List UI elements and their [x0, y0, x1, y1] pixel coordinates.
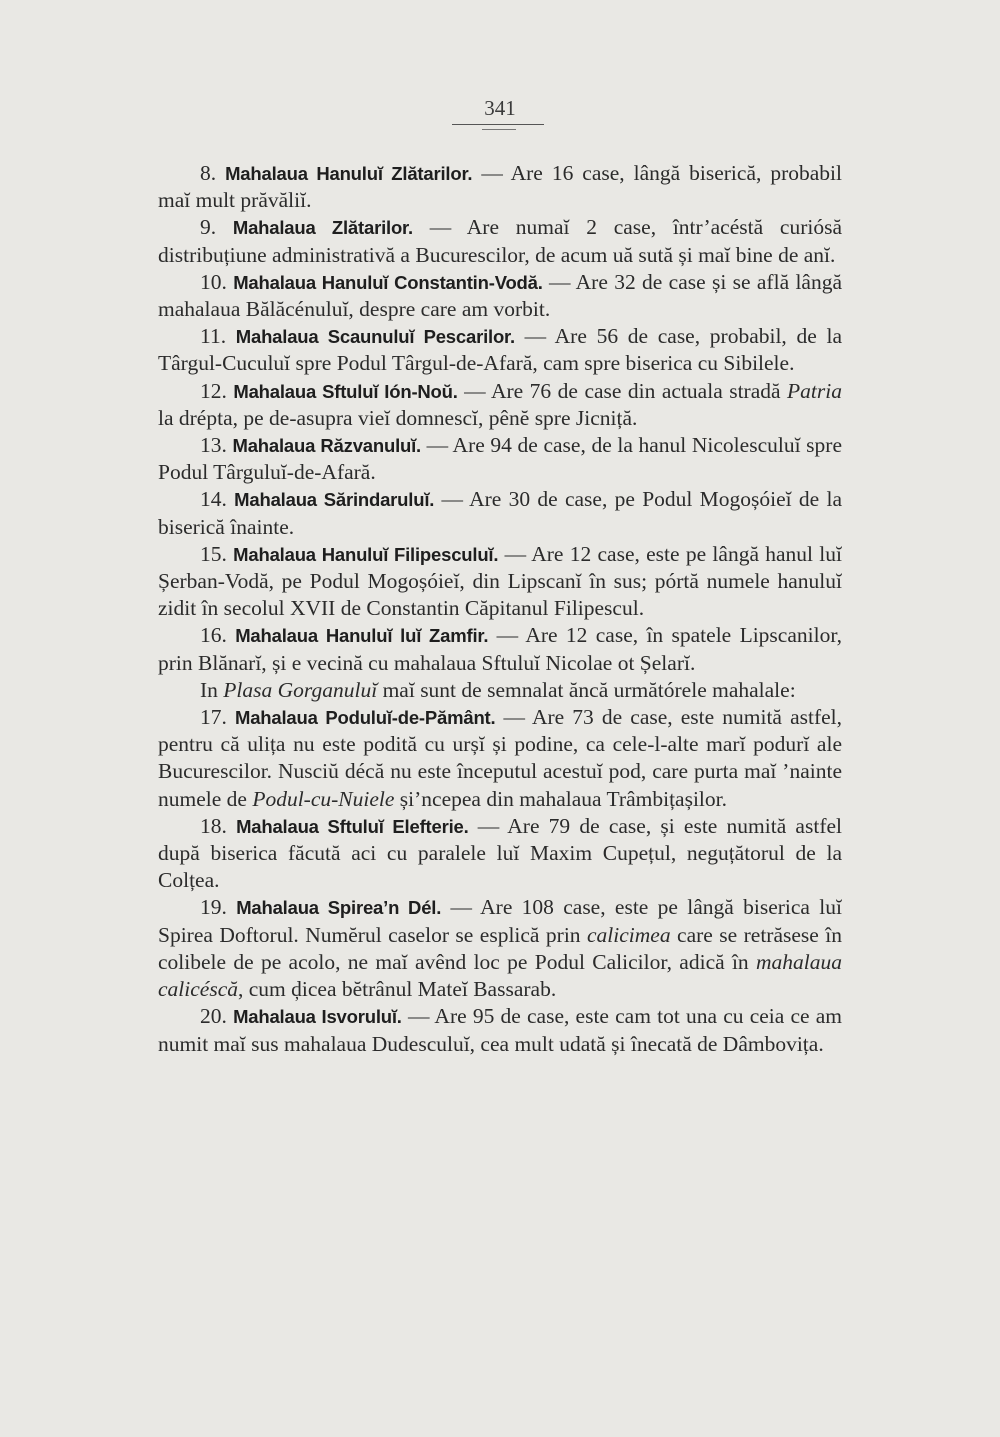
entry-title: Mahalaua Scaunuluĭ Pescarilor. — [235, 326, 515, 348]
entry-text: și’ncepea din mahalaua Trâmbițașilor. — [394, 786, 727, 811]
interlude-paragraph — [158, 677, 842, 704]
interlude-text: maĭ sunt de semnalat ăncă următórele mahalale: — [377, 677, 796, 702]
entry-14 — [158, 486, 842, 540]
entry-text: — Are 56 de case, probabil, de la Târgul-Cuculuĭ spre Podul Târgul-de-Afară, cam spre biserica cu Sibilele. — [158, 324, 842, 376]
entry-text: — Are 12 case, în spatele Lipscanilor, prin Blănarĭ, și e vecină cu mahalaua Sftuluĭ Nicolae ot Șelarĭ. — [158, 623, 842, 675]
entry-number: 14. — [200, 487, 227, 512]
entry-8 — [158, 160, 842, 214]
entry-number: 18. — [200, 813, 227, 838]
entry-9 — [158, 214, 842, 268]
entry-title: Mahalaua Sftuluĭ Ión-Noŭ. — [233, 380, 458, 402]
entry-text: — Are 12 case, este pe lângă hanul luĭ Șerban-Vodă, pe Podul Mogoșóieĭ, din Lipscanĭ în sus; pórtă numele hanuluĭ zidit în secolul XVII de Constantin Căpitanul Filipescul. — [158, 541, 843, 621]
entry-text: — Are numaĭ 2 case, într’acéstă curiósă distribuțiune administrativă a Bucurescilor, de acum uă sută și maĭ bine de anĭ. — [158, 215, 842, 267]
entry-12 — [158, 378, 842, 432]
entry-title: Mahalaua Hanuluĭ Zlătarilor. — [225, 163, 473, 184]
entry-number: 19. — [200, 895, 227, 920]
entry-number: 12. — [200, 378, 227, 403]
entry-number: 15. — [200, 541, 227, 566]
entry-number: 8. — [200, 161, 217, 185]
entry-text: — Are 16 case, lângă biserică, probabil maĭ mult prăvăliĭ. — [158, 161, 842, 213]
entry-title: Mahalaua Isvoruluĭ. — [233, 1006, 402, 1028]
entry-10 — [158, 269, 842, 323]
entry-13 — [158, 432, 842, 486]
entry-number: 9. — [200, 215, 217, 240]
entry-italic: calicimea — [587, 922, 671, 947]
entry-text: — Are 79 de case, și este numită astfel după biserica făcută aci cu paralele luĭ Maxim Cupețul, neguțătorul de la Colțea. — [158, 813, 842, 893]
entry-number: 11. — [200, 324, 227, 349]
entry-17 — [158, 704, 842, 813]
entry-19 — [158, 894, 842, 1003]
entry-text: , cum ḑicea bĕtrânul Mateĭ Bassarab. — [238, 977, 557, 1002]
entry-text: — Are 76 de case din actuala stradă — [457, 378, 788, 403]
entry-title: Mahalaua Hanuluĭ luĭ Zamfir. — [235, 625, 489, 647]
entry-18 — [158, 813, 842, 895]
entry-italic: Patria — [787, 378, 842, 403]
entry-number: 20. — [200, 1004, 227, 1029]
entry-italic: Podul-cu-Nuiele — [252, 786, 395, 811]
entry-text: — Are 32 de case și se află lângă mahalaua Bălăcénuluĭ, despre care am vorbit. — [158, 269, 842, 322]
entry-16 — [158, 622, 842, 676]
entry-text: la drépta, pe de-asupra vieĭ domnescĭ, pênĕ spre Jicniță. — [158, 405, 638, 430]
header-rule-short — [482, 129, 516, 130]
entry-title: Mahalaua Hanuluĭ Constantin-Vodă. — [233, 271, 543, 293]
entry-number: 10. — [200, 269, 227, 294]
entry-11 — [158, 323, 842, 377]
entry-title: Mahalaua Răzvanuluĭ. — [232, 435, 421, 457]
entry-text: care se retrăsese în colibele de pe acolo, ne maĭ avênd loc pe Podul Calicilor, adică în — [158, 922, 842, 974]
entry-title: Mahalaua Hanuluĭ Filipesculuĭ. — [233, 543, 499, 565]
entry-15 — [158, 541, 842, 623]
entry-title: Mahalaua Sftuluĭ Elefterie. — [236, 815, 469, 837]
entry-title: Mahalaua Sărindaruluĭ. — [234, 489, 435, 511]
entry-20 — [158, 1003, 842, 1057]
page-body — [158, 160, 842, 1058]
entry-text: — Are 108 case, este pe lângă biserica luĭ Spirea Doftorul. Numĕrul caselor se esplică prin — [158, 895, 842, 947]
interlude-text: In — [200, 677, 224, 702]
entry-italic: mahalaua calicéscă — [158, 949, 842, 1002]
entry-text: — Are 94 de case, de la hanul Nicolesculuĭ spre Podul Târguluĭ-de-Afară. — [158, 433, 843, 485]
header-rule — [452, 124, 544, 125]
entry-text: — Are 30 de case, pe Podul Mogoșóieĭ de la biserică înainte. — [158, 487, 843, 539]
interlude-italic: Plasa Gorganuluĭ — [223, 677, 378, 702]
entry-title: Mahalaua Poduluĭ-de-Pământ. — [234, 707, 496, 729]
entry-number: 13. — [200, 433, 227, 458]
page-number: 341 — [484, 96, 516, 120]
entry-title: Mahalaua Spirea’n Dél. — [236, 897, 442, 919]
entry-text: — Are 73 de case, este numită astfel, pentru că ulița nu este podită cu urșĭ și podine, ca cele-l-alte marĭ podurĭ ale Bucurescilor. Nusciŭ décă nu este începutul acestuĭ pod, care purta maĭ ’nainte numele de — [158, 705, 843, 811]
entry-title: Mahalaua Zlătarilor. — [232, 217, 413, 239]
entry-text: — Are 95 de case, este cam tot una cu ceia ce am numit maĭ sus mahalaua Dudesculuĭ, cea mult udată și înecată de Dâmbovița. — [158, 1004, 843, 1056]
entry-number: 16. — [200, 623, 227, 648]
entry-number: 17. — [200, 705, 227, 730]
